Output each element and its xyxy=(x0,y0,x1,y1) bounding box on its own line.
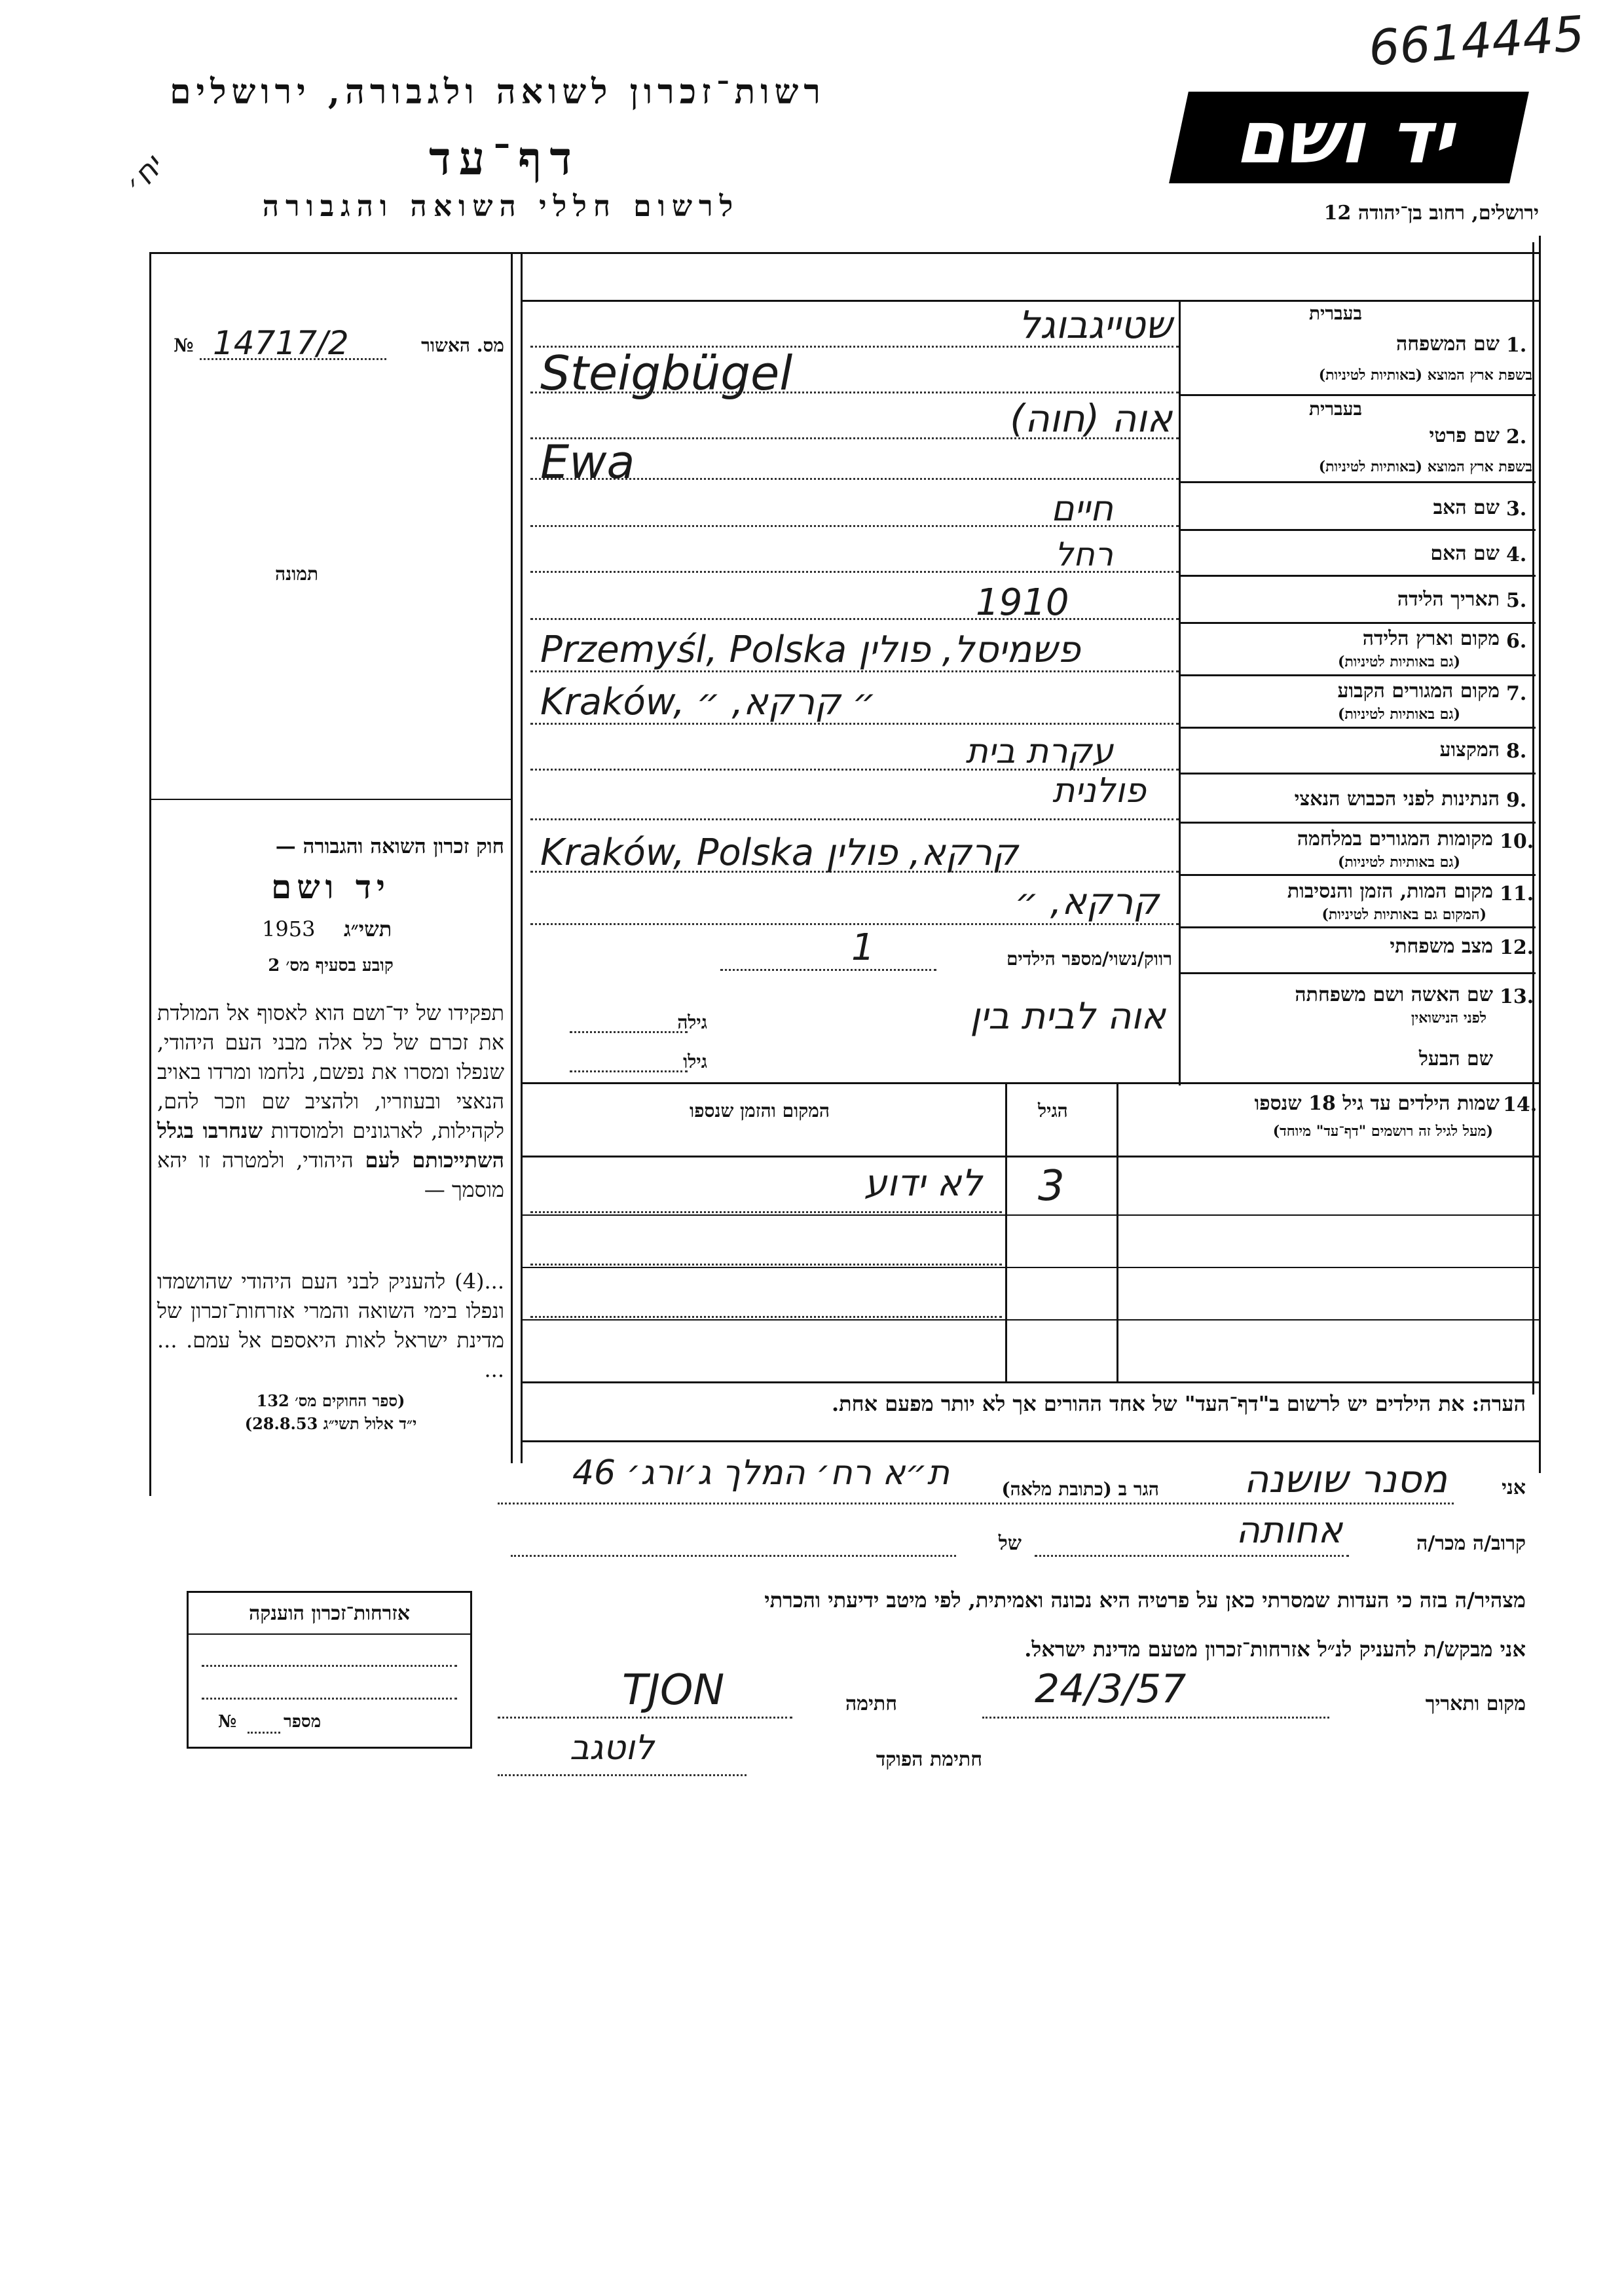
row-line-7 xyxy=(1179,727,1536,729)
receipt-prefix: № xyxy=(174,335,194,356)
field-2-value-latin: Ewa xyxy=(540,435,635,489)
field-13-number: 13. xyxy=(1500,985,1534,1008)
field-3-label: שם האב xyxy=(1433,496,1500,519)
law-text-bold: שנחרבו בגלל השתייכותם לעם xyxy=(157,1118,505,1173)
citizenship-number-label: מספר xyxy=(284,1712,322,1732)
children-dotline-3 xyxy=(530,1316,1002,1318)
law-year-hebrew: תשי״ג xyxy=(344,917,392,941)
row-line-12 xyxy=(1179,972,1536,974)
field-1-value-hebrew: שטייגבוגל xyxy=(1018,302,1172,347)
declarant-name: מסנר שושנה xyxy=(1244,1457,1447,1501)
field-13-label-2: שם הבעל xyxy=(1418,1048,1493,1070)
place-date-label: מקום ותאריך xyxy=(1425,1692,1526,1715)
children-table-bottom xyxy=(521,1381,1539,1383)
field-1-value-latin: Steigbügel xyxy=(540,346,793,401)
field-12-inline-label: רווק/נשוי/מספר הילדים xyxy=(1006,948,1172,970)
law-text-2: היהודי, ולמטרה זו יהא מוסמך — xyxy=(157,1148,504,1202)
left-column-divider-2 xyxy=(511,252,513,1463)
row-line-1 xyxy=(1179,394,1536,396)
field-6-sub: (גם באותיות לטיניות) xyxy=(1337,653,1460,670)
field-10-sub: (גם באותיות לטיניות) xyxy=(1337,854,1460,871)
of-label: של xyxy=(998,1532,1022,1555)
field-9-value: פולנית xyxy=(1052,771,1146,811)
field-7-label: מקום המגורים הקבוע xyxy=(1337,680,1500,702)
citizenship-title-rule xyxy=(189,1633,470,1635)
field-3-number: 3. xyxy=(1506,498,1527,520)
signature-label: חתימה xyxy=(845,1692,897,1715)
field-4-value: רחל xyxy=(1054,536,1113,574)
declaration-i-label: אני xyxy=(1502,1476,1526,1499)
field-9-number: 9. xyxy=(1506,789,1527,812)
citizenship-dotline-2 xyxy=(202,1698,457,1700)
citizenship-box xyxy=(187,1591,472,1749)
field-1-number: 1. xyxy=(1506,334,1527,357)
field-6-label: מקום וארץ הלידה xyxy=(1362,627,1500,650)
frame-left xyxy=(149,252,151,1496)
field-10-label: מקומות המגורים במלחמה xyxy=(1297,828,1493,850)
value-line-5 xyxy=(530,618,1179,620)
field-7-number: 7. xyxy=(1506,682,1527,705)
field-8-label: המקצוע xyxy=(1439,738,1500,761)
field-12-value: 1 xyxy=(851,926,875,969)
form-purpose: לרשום חללי השואה והגבורה xyxy=(262,190,740,223)
field-1-sub-latin: בשפת ארץ המוצא (באותיות לטיניות) xyxy=(1318,367,1532,384)
children-row-1 xyxy=(521,1214,1539,1216)
declaration-request: אני מבקש/ת להעניק לנ״ל אזרחות־זכרון מטעם מדינת ישראל. xyxy=(1024,1637,1526,1662)
row-line-5 xyxy=(1179,622,1536,624)
side-mark: יח׳ xyxy=(117,148,170,202)
row-line-2 xyxy=(1179,481,1536,483)
frame-inner-right xyxy=(1532,242,1534,1394)
photo-label: תמונה xyxy=(275,563,319,585)
children-col-place: המקום והזמן שנספו xyxy=(690,1100,830,1121)
children-row-place: לא ידוע xyxy=(864,1162,982,1205)
field-2-label: שם פרטי xyxy=(1429,424,1500,447)
label-column-divider xyxy=(1179,300,1181,1085)
field-13-age-label: גילה xyxy=(677,1011,707,1033)
address-label: הגר ב (כתובת מלאה) xyxy=(1001,1478,1159,1500)
children-row-3 xyxy=(521,1319,1539,1321)
signature-value: TJON xyxy=(622,1666,725,1715)
children-col-2 xyxy=(1005,1082,1007,1383)
field-2-number: 2. xyxy=(1506,426,1527,448)
children-header-bottom xyxy=(521,1156,1539,1157)
field-10-number: 10. xyxy=(1500,830,1534,853)
field-13-value: אוה לבית בין xyxy=(970,995,1166,1038)
field-11-sub: (המקום גם באותיות לטיניות) xyxy=(1321,906,1486,923)
children-title: שמות הילדים עד גיל 18 שנספו xyxy=(1254,1092,1500,1115)
field-4-number: 4. xyxy=(1506,543,1527,566)
field-13-age-label-2: גילו xyxy=(683,1051,707,1072)
field-5-label: תאריך הלידה xyxy=(1397,588,1500,611)
address-value: ת״א רח׳ המלך ג׳ורג׳ 46 xyxy=(572,1453,950,1493)
field-5-number: 5. xyxy=(1506,589,1527,612)
field-6-number: 6. xyxy=(1506,630,1527,653)
relation-dotline xyxy=(1035,1555,1349,1557)
signature-dotline xyxy=(498,1717,792,1719)
field-6-value: Przemyśl, Polska פשמיסל, פולין xyxy=(540,629,1080,671)
children-row-2 xyxy=(521,1267,1539,1268)
row-line-11 xyxy=(1179,926,1536,928)
field-1-sub-hebrew: בעברית xyxy=(1308,302,1362,324)
field-2-sub-hebrew: בעברית xyxy=(1308,398,1362,420)
receipt-field xyxy=(174,324,504,363)
field-9-label: הנתינות לפני הכבוש הנאצי xyxy=(1294,788,1500,811)
declarant-dotline xyxy=(498,1503,1454,1504)
row-line-4 xyxy=(1179,575,1536,577)
field-12-number: 12. xyxy=(1500,936,1534,959)
field-8-number: 8. xyxy=(1506,740,1527,763)
children-subtitle: (מעל לגיל זה רושמים "דף־עד" מיוחד) xyxy=(1272,1123,1493,1140)
field-7-sub: (גם באותיות לטיניות) xyxy=(1337,706,1460,723)
row-line-6 xyxy=(1179,674,1536,676)
children-dotline-2 xyxy=(530,1264,1002,1266)
official-value: לוטגב xyxy=(570,1728,654,1768)
field-11-number: 11. xyxy=(1500,883,1534,905)
field-10-value: Kraków, Polska קרקא, פולין xyxy=(540,831,1018,874)
row-line-8 xyxy=(1179,773,1536,774)
official-dotline xyxy=(498,1774,747,1776)
photo-box-bottom xyxy=(149,799,513,800)
official-label: חתימת הפוקד xyxy=(876,1748,982,1771)
field-5-value: 1910 xyxy=(976,581,1069,624)
form-name: דף־עד xyxy=(428,131,580,185)
law-ref-2: י״ד אלול תשי״ג 28.8.53) xyxy=(244,1414,417,1433)
row-line-10 xyxy=(1179,874,1536,876)
field-7-value: Kraków, ״ קרקא, ״ xyxy=(540,681,876,723)
law-ref-1: (ספר החוקים מס׳ 132 xyxy=(256,1391,405,1410)
frame-right xyxy=(1539,236,1541,1473)
law-name: יד ושם xyxy=(271,867,390,906)
law-year-line xyxy=(157,917,504,945)
citizenship-dotline-3 xyxy=(248,1732,280,1734)
receipt-dotline xyxy=(200,358,386,360)
authority-title: רשות־זכרון לשואה ולגבורה, ירושלים xyxy=(170,72,826,112)
row-line-3 xyxy=(1179,529,1536,531)
relation-label: קרוב/ה מכר/ה xyxy=(1416,1532,1526,1555)
children-row-age: 3 xyxy=(1038,1162,1065,1211)
yad-vashem-logo: יד ושם xyxy=(1169,92,1529,183)
receipt-number: 14717/2 xyxy=(213,324,349,362)
field-1-label: שם המשפחה xyxy=(1395,333,1500,355)
field-3-value: חיים xyxy=(1050,488,1113,529)
field-13-sub: לפני הנישואין xyxy=(1411,1010,1486,1027)
citizenship-dotline-1 xyxy=(202,1665,457,1667)
stamp-number: 6614445 xyxy=(1367,5,1587,77)
value-line-11 xyxy=(530,923,1179,925)
receipt-label: מס. האשור xyxy=(421,335,504,356)
field-2-value-hebrew: אוה (חוה) xyxy=(1010,396,1172,441)
law-text-3: ...(4) להעניק לבני העם היהודי שהושמדו ונפלו בימי השואה והמרי אזרחות־זכרון של מדינת ישראל לאות היאספם אל עמם. ... ... xyxy=(157,1269,504,1382)
law-section: קובע בסעיף מס׳ 2 xyxy=(268,956,394,975)
header-band-bottom xyxy=(521,300,1539,302)
children-dotline-1 xyxy=(530,1211,1002,1213)
row-line-9 xyxy=(1179,822,1536,824)
date-value: 24/3/57 xyxy=(1035,1666,1187,1712)
children-col-age: הגיל xyxy=(1038,1100,1068,1121)
field-13-label: שם האשה ושם משפחתה xyxy=(1295,983,1493,1006)
frame-top xyxy=(149,252,1541,254)
law-text-block xyxy=(157,998,504,1205)
citizenship-title: אזרחות־זכרון הוענקה xyxy=(248,1602,411,1625)
field-11-label: מקום המות, הזמן והנסיבות xyxy=(1287,880,1493,903)
law-text-1: תפקידו של יד־ושם הוא לאסוף אל המולדת את זכרם של כל אלה מבני העם היהודי, שנפלו ומסרו את נפשם, נלחמו ומרדו באויב הנאצי ובעוזריו, ולהציב שם וזכר להם, לקהילות, לארגונים ולמוסדות xyxy=(157,1000,505,1143)
law-year: 1953 xyxy=(262,917,316,941)
relation-value: אחותה xyxy=(1236,1509,1342,1552)
header-address: ירושלים, רחוב בן־יהודה 12 xyxy=(1323,202,1539,225)
field-8-value: עקרת בית xyxy=(965,732,1113,771)
field-2-sub-latin: בשפת ארץ המוצא (באותיות לטיניות) xyxy=(1318,458,1532,475)
declaration-statement: מצהיר/ה בזה כי העדות שמסרתי כאן על פרטיה היא נכונה ואמיתית, לפי מיטב ידיעתי והכרתי xyxy=(764,1588,1526,1613)
of-dotline xyxy=(511,1555,956,1557)
law-title: חוק זכרון השואה והגבורה — xyxy=(275,835,504,858)
left-column-divider xyxy=(521,252,523,1463)
value-line-9 xyxy=(530,818,1179,820)
children-note: הערה: את הילדים יש לרשום ב"דף־העד" של אחד ההורים אך לא יותר מפעם אחת. xyxy=(831,1391,1526,1416)
field-4-label: שם האם xyxy=(1430,542,1500,565)
row-line-13 xyxy=(521,1082,1539,1084)
citizenship-number-prefix: № xyxy=(218,1712,237,1732)
note-bottom xyxy=(521,1440,1539,1442)
date-dotline xyxy=(982,1717,1329,1719)
children-col-1 xyxy=(1116,1082,1118,1383)
children-number: 14. xyxy=(1503,1093,1538,1116)
field-12-label: מצב משפחתי xyxy=(1390,935,1493,958)
field-11-value: קרקא, ״ xyxy=(1014,881,1159,923)
